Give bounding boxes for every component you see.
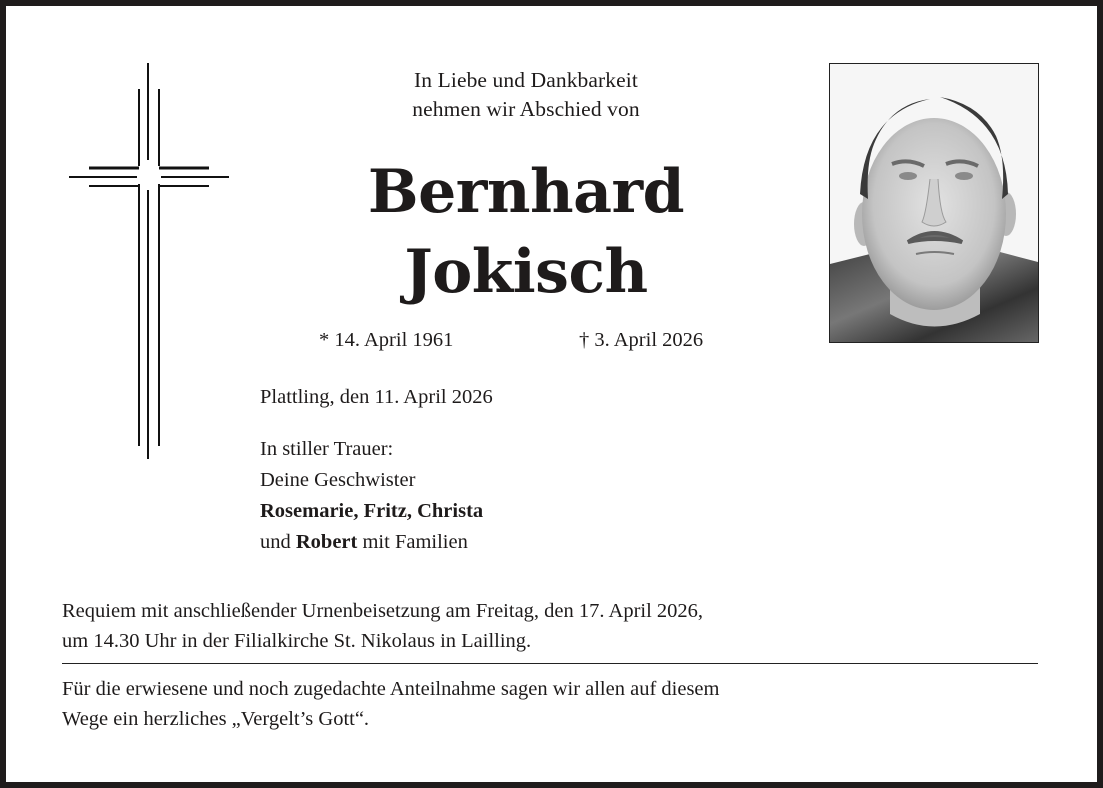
mourners-line-1: Deine Geschwister: [260, 469, 416, 491]
mourners-line-3: [260, 527, 483, 558]
portrait-photo: [829, 63, 1039, 343]
intro-line-2: nehmen wir Abschied von: [412, 97, 640, 121]
mourners-line-3-prefix: und: [260, 531, 296, 553]
mourners-block: [260, 434, 483, 558]
deceased-name: [306, 152, 746, 312]
mourners-line-3-suffix: mit Familien: [357, 531, 468, 553]
birth-date: * 14. April 1961: [319, 329, 454, 351]
obituary-sheet: [6, 6, 1097, 782]
portrait-image: [830, 64, 1038, 342]
thanks-notice: [62, 674, 1052, 734]
intro-line-1: In Liebe und Dankbarkeit: [414, 68, 638, 92]
requiem-notice: [62, 596, 1052, 656]
mourners-heading: In stiller Trauer:: [260, 438, 394, 460]
divider-rule: [62, 663, 1038, 664]
death-date: † 3. April 2026: [579, 329, 704, 351]
last-name: Jokisch: [404, 237, 648, 307]
thanks-line-2: Wege ein herzliches „Vergelt’s Gott“.: [62, 708, 370, 730]
thanks-line-1: Für die erwiesene und noch zugedachte Anteilnahme sagen wir allen auf diesem: [62, 678, 720, 700]
cross-icon: [63, 63, 233, 463]
mourners-names: Rosemarie, Fritz, Christa: [260, 500, 484, 522]
mourners-robert: Robert: [295, 531, 358, 553]
intro-text: [326, 66, 726, 124]
place-date: Plattling, den 11. April 2026: [260, 386, 493, 408]
first-name: Bernhard: [367, 157, 685, 227]
requiem-line-2: um 14.30 Uhr in der Filialkirche St. Nikolaus in Lailling.: [62, 630, 532, 652]
requiem-line-1: Requiem mit anschließender Urnenbeisetzung am Freitag, den 17. April 2026,: [62, 600, 704, 622]
